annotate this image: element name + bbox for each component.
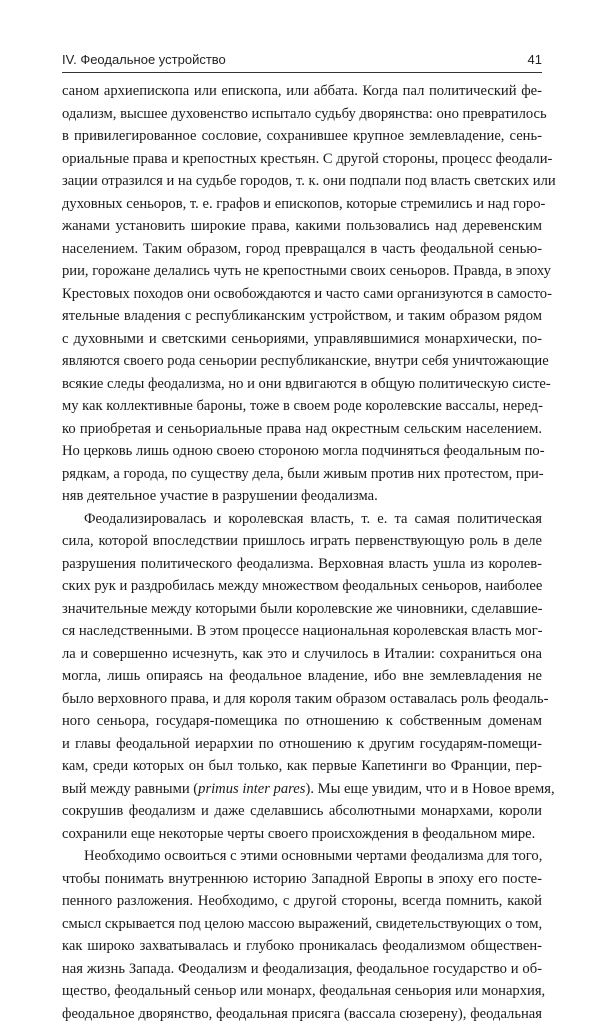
text-line: Феодализировалась и королевская власть, т. е. та самая политическая <box>62 508 542 531</box>
text-line: му как коллективные бароны, тоже в своем роде королевские вассалы, неред- <box>62 395 542 418</box>
chapter-title: IV. Феодальное устройство <box>62 52 226 67</box>
text-line: зации отразился и на судьбе городов, т. к. они подпали под власть светских или <box>62 170 542 193</box>
text-segment: ). Мы еще увидим, что и в Новое время, <box>305 781 554 797</box>
text-line: чтобы понимать внутреннюю историю Западной Европы в эпоху его посте- <box>62 868 542 891</box>
text-line: значительные между которыми были королевские же чиновники, сделавшие- <box>62 598 542 621</box>
text-line: ного сеньора, государя-помещика по отношению к собственным доменам <box>62 710 542 733</box>
text-line: кам, среди которых он был только, как первые Капетинги во Франции, пер- <box>62 755 542 778</box>
text-line: разрушения политического феодализма. Верховная власть ушла из королев- <box>62 553 542 576</box>
text-line: ная жизнь Запада. Феодализм и феодализация, феодальное государство и об- <box>62 958 542 981</box>
text-line: рии, горожане делались чуть не крепостными своих сеньоров. Правда, в эпоху <box>62 260 542 283</box>
text-line: ся наследственными. В этом процессе национальная королевская власть мог- <box>62 620 542 643</box>
page-number: 41 <box>528 52 542 67</box>
text-line: с духовными и светскими сеньориями, управлявшимися монархически, по- <box>62 328 542 351</box>
text-line: одализм, высшее духовенство испытало судьбу дворянства: оно превратилось <box>62 103 542 126</box>
text-line: ских рук и раздробилась между множеством феодальных сеньоров, наиболее <box>62 575 542 598</box>
text-line: ятельные владения с республиканским устройством, и таким образом рядом <box>62 305 542 328</box>
paragraph-2 <box>62 508 542 846</box>
text-line: сохранили еще некоторые черты своего происхождения в феодальном мире. <box>62 823 542 846</box>
text-line: смысл скрывается под целою массою выражений, свидетельствующих о том, <box>62 913 542 936</box>
text-line: могла, лишь опираясь на феодальное владение, ибо вне землевладения не <box>62 665 542 688</box>
paragraph-1 <box>62 80 542 508</box>
text-line: как широко захватывалась и глубоко проникалась феодализмом обществен- <box>62 935 542 958</box>
text-line: щество, феодальный сеньор или монарх, феодальная сеньория или монархия, <box>62 980 542 1003</box>
text-line: саном архиепископа или епископа, или аббата. Когда пал политический фе- <box>62 80 542 103</box>
text-line: ко приобретая и сеньориальные права над окрестным сельским населением. <box>62 418 542 441</box>
text-line: феодальное дворянство, феодальная присяга (вассала сюзерену), феодальная <box>62 1003 542 1025</box>
text-line: Крестовых походов они освобождаются и часто сами организуются в самосто- <box>62 283 542 306</box>
text-line: рядкам, а города, по существу дела, были живым против них протестом, при- <box>62 463 542 486</box>
text-line: в привилегированное сословие, сохранившее крупное землевладение, сень- <box>62 125 542 148</box>
header-rule <box>62 72 542 73</box>
latin-phrase: primus inter pares <box>198 781 305 797</box>
text-line: пенного разложения. Необходимо, с другой стороны, всегда помнить, какой <box>62 890 542 913</box>
running-header <box>62 50 542 70</box>
text-line: было верховного права, и для короля таким образом оставалась роль феодаль- <box>62 688 542 711</box>
paragraph-3 <box>62 845 542 1025</box>
text-line: ориальные права и крепостных крестьян. С другой стороны, процесс феодали- <box>62 148 542 171</box>
text-line: Необходимо освоиться с этими основными чертами феодализма для того, <box>62 845 542 868</box>
text-line: и главы феодальной иерархии по отношению к другим государям-помещи- <box>62 733 542 756</box>
text-line: духовных сеньоров, т. е. графов и епископов, которые стремились и над горо- <box>62 193 542 216</box>
text-line-with-italic <box>62 778 542 801</box>
text-line: сокрушив феодализм и даже сделавшись абсолютными монархами, короли <box>62 800 542 823</box>
text-line: няв деятельное участие в разрушении феодализма. <box>62 485 542 508</box>
text-line: жанами установить широкие права, какими пользовались над деревенским <box>62 215 542 238</box>
text-line: сила, которой впоследствии пришлось играть первенствующую роль в деле <box>62 530 542 553</box>
text-line: всякие следы феодализма, но и они вдвигаются в общую политическую систе- <box>62 373 542 396</box>
text-line: ла и совершенно исчезнуть, как это и случилось в Италии: сохраниться она <box>62 643 542 666</box>
text-segment: вый между равными ( <box>62 781 198 797</box>
text-line: являются своего рода сеньории республиканские, внутри себя уничтожающие <box>62 350 542 373</box>
body-text <box>62 80 542 1025</box>
text-line: Но церковь лишь одною своею стороною могла подчиняться феодальным по- <box>62 440 542 463</box>
text-line: населением. Таким образом, город превращался в часть феодальной сенью- <box>62 238 542 261</box>
